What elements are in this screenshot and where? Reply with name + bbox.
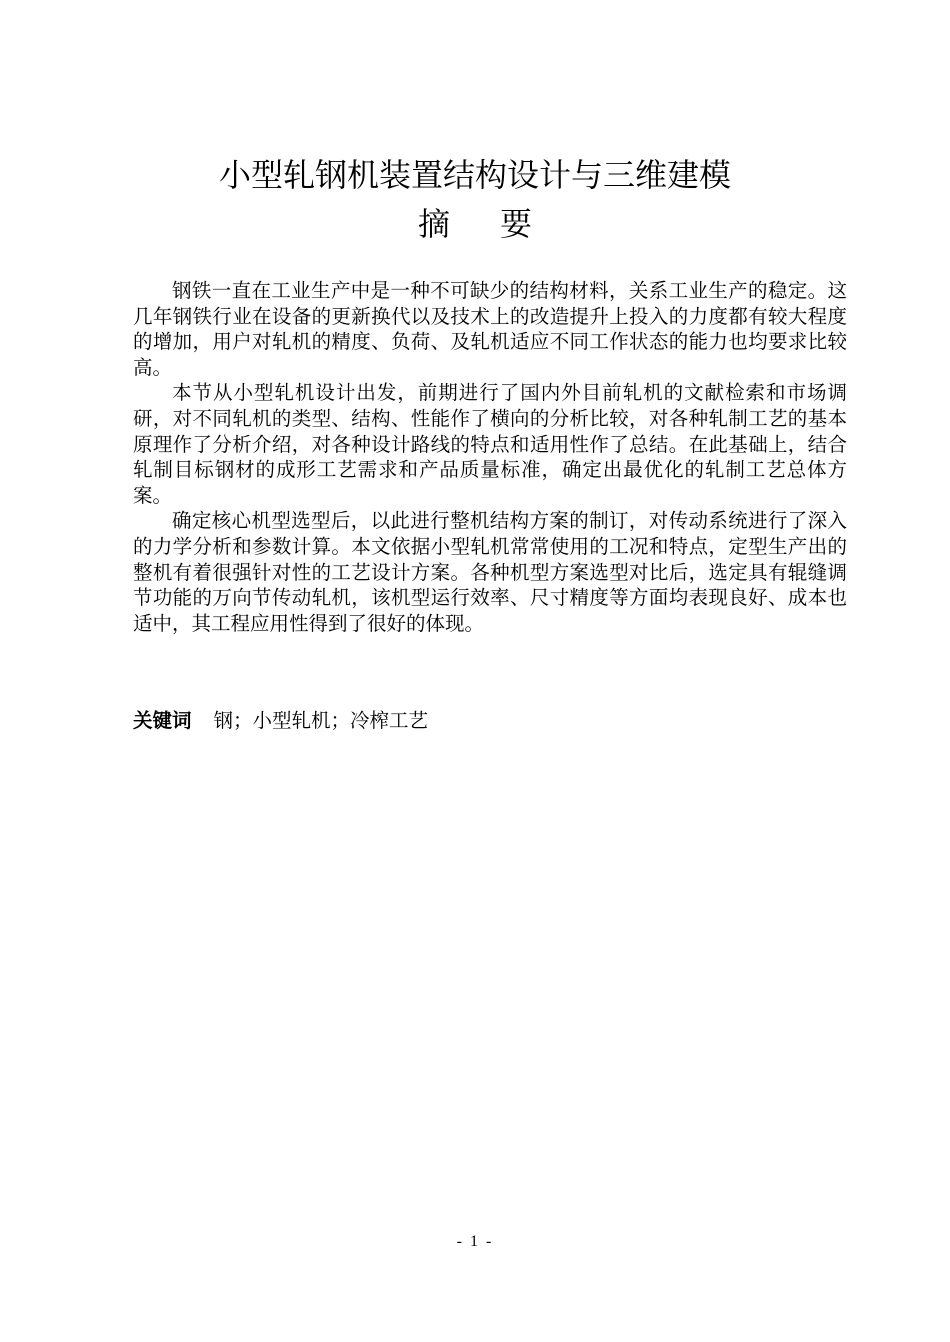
abstract-heading: 摘要 [417, 205, 582, 243]
keywords-line [133, 708, 428, 734]
abstract-paragraph: 本节从小型轧机设计出发，前期进行了国内外目前轧机的文献检索和市场调研，对不同轧机的类型、结构、性能作了横向的分析比较，对各种轧制工艺的基本原理作了分析介绍，对各种设计路线的特点和适用性作了总结。在此基础上，结合轧制目标钢材的成形工艺需求和产品质量标准，确定出最优化的轧制工艺总体方案。 [133, 381, 847, 507]
abstract-paragraph: 钢铁一直在工业生产中是一种不可缺少的结构材料，关系工业生产的稳定。这几年钢铁行业在设备的更新换代以及技术上的改造提升上投入的力度都有较大程度的增加，用户对轧机的精度、负荷、及轧机适应不同工作状态的能力也均要求比较高。 [133, 279, 847, 379]
keywords-label: 关键词 [133, 709, 192, 732]
abstract-paragraph: 确定核心机型选型后，以此进行整机结构方案的制订，对传动系统进行了深入的力学分析和参数计算。本文依据小型轧机常常使用的工况和特点，定型生产出的整机有着很强针对性的工艺设计方案。各种机型方案选型对比后，选定具有辊缝调节功能的万向节传动轧机，该机型运行效率、尺寸精度等方面均表现良好、成本也适中，其工程应用性得到了很好的体现。 [133, 509, 847, 635]
abstract-body [133, 278, 847, 636]
page-number: - 1 - [456, 1233, 494, 1250]
document-title: 小型轧钢机装置结构设计与三维建模 [218, 156, 731, 194]
keywords-value: 钢；小型轧机；冷榨工艺 [213, 709, 429, 732]
